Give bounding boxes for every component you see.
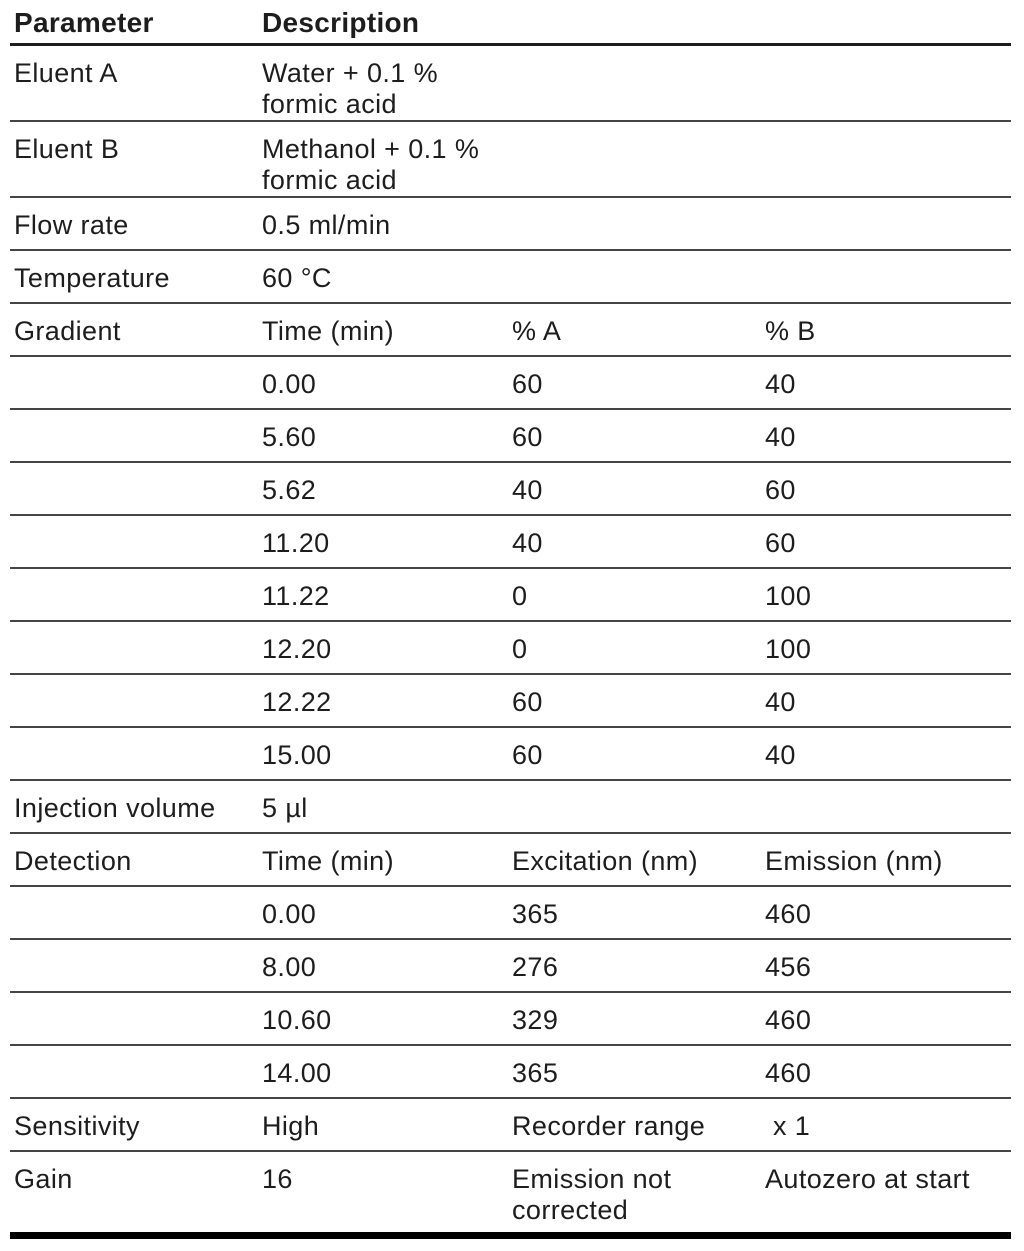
value-cell [761, 121, 1011, 197]
param-cell: Eluent B [10, 121, 258, 197]
percent-b-cell: 60 [761, 515, 1011, 568]
gradient-step-row [10, 409, 1011, 462]
param-cell: Gain [10, 1151, 258, 1236]
value-cell: 0.5 ml/min [258, 197, 508, 250]
emission-cell: 456 [761, 939, 1011, 992]
percent-a-cell: 0 [508, 621, 761, 674]
emission-cell: 460 [761, 886, 1011, 939]
value-cell: High [258, 1098, 508, 1151]
value-cell: 60 °C [258, 250, 508, 303]
row-sensitivity [10, 1098, 1011, 1151]
time-cell: 14.00 [258, 1045, 508, 1098]
percent-b-cell: 40 [761, 727, 1011, 780]
percent-a-cell: 60 [508, 356, 761, 409]
row-eluent-a [10, 44, 1011, 121]
row-gradient-header [10, 303, 1011, 356]
param-cell [10, 939, 258, 992]
percent-a-cell: 40 [508, 515, 761, 568]
method-parameters-table [10, 0, 1011, 1239]
header-empty [761, 0, 1011, 44]
gradient-step-row [10, 356, 1011, 409]
value-cell: Water + 0.1 % formic acid [258, 44, 508, 121]
time-cell: 12.20 [258, 621, 508, 674]
header-parameter: Parameter [10, 0, 258, 44]
gradient-step-row [10, 515, 1011, 568]
time-cell: 15.00 [258, 727, 508, 780]
excitation-cell: 329 [508, 992, 761, 1045]
percent-b-cell: 40 [761, 356, 1011, 409]
param-cell [10, 1045, 258, 1098]
param-cell: Eluent A [10, 44, 258, 121]
param-cell [10, 356, 258, 409]
time-cell: 10.60 [258, 992, 508, 1045]
value-cell [508, 780, 761, 833]
value-cell: Autozero at start [761, 1151, 1011, 1236]
detection-step-row [10, 939, 1011, 992]
header-empty [508, 0, 761, 44]
param-cell [10, 462, 258, 515]
time-cell: 8.00 [258, 939, 508, 992]
time-cell: 11.22 [258, 568, 508, 621]
gradient-step-row [10, 462, 1011, 515]
param-cell [10, 515, 258, 568]
value-cell [508, 121, 761, 197]
param-cell: Sensitivity [10, 1098, 258, 1151]
subheader-percent-b: % B [761, 303, 1011, 356]
percent-a-cell: 0 [508, 568, 761, 621]
param-cell [10, 992, 258, 1045]
time-cell: 11.20 [258, 515, 508, 568]
table-header-row [10, 0, 1011, 44]
percent-a-cell: 60 [508, 727, 761, 780]
param-cell [10, 568, 258, 621]
value-cell: Emission not corrected [508, 1151, 761, 1236]
percent-a-cell: 60 [508, 674, 761, 727]
param-cell: Detection [10, 833, 258, 886]
subheader-emission: Emission (nm) [761, 833, 1011, 886]
gradient-step-row [10, 727, 1011, 780]
param-cell: Temperature [10, 250, 258, 303]
time-cell: 5.60 [258, 409, 508, 462]
emission-cell: 460 [761, 992, 1011, 1045]
subheader-time: Time (min) [258, 833, 508, 886]
value-cell [508, 250, 761, 303]
time-cell: 0.00 [258, 886, 508, 939]
gradient-step-row [10, 568, 1011, 621]
value-cell [508, 44, 761, 121]
value-cell: Methanol + 0.1 % formic acid [258, 121, 508, 197]
value-cell: x 1 [761, 1098, 1011, 1151]
value-cell [761, 250, 1011, 303]
row-flow-rate [10, 197, 1011, 250]
percent-a-cell: 40 [508, 462, 761, 515]
percent-b-cell: 40 [761, 674, 1011, 727]
time-cell: 12.22 [258, 674, 508, 727]
percent-b-cell: 100 [761, 621, 1011, 674]
percent-b-cell: 40 [761, 409, 1011, 462]
detection-step-row [10, 1045, 1011, 1098]
excitation-cell: 365 [508, 1045, 761, 1098]
value-cell: Recorder range [508, 1098, 761, 1151]
param-cell: Flow rate [10, 197, 258, 250]
excitation-cell: 276 [508, 939, 761, 992]
value-cell [508, 197, 761, 250]
row-eluent-b [10, 121, 1011, 197]
detection-step-row [10, 992, 1011, 1045]
subheader-time: Time (min) [258, 303, 508, 356]
row-injection-volume [10, 780, 1011, 833]
percent-b-cell: 60 [761, 462, 1011, 515]
subheader-percent-a: % A [508, 303, 761, 356]
percent-a-cell: 60 [508, 409, 761, 462]
param-cell [10, 674, 258, 727]
param-cell [10, 886, 258, 939]
value-cell [761, 44, 1011, 121]
value-cell [761, 780, 1011, 833]
row-detection-header [10, 833, 1011, 886]
detection-step-row [10, 886, 1011, 939]
header-description: Description [258, 0, 508, 44]
gradient-step-row [10, 621, 1011, 674]
time-cell: 0.00 [258, 356, 508, 409]
value-cell: 5 µl [258, 780, 508, 833]
time-cell: 5.62 [258, 462, 508, 515]
gradient-step-row [10, 674, 1011, 727]
emission-cell: 460 [761, 1045, 1011, 1098]
row-temperature [10, 250, 1011, 303]
param-cell [10, 621, 258, 674]
row-gain [10, 1151, 1011, 1236]
subheader-excitation: Excitation (nm) [508, 833, 761, 886]
excitation-cell: 365 [508, 886, 761, 939]
value-cell: 16 [258, 1151, 508, 1236]
param-cell [10, 409, 258, 462]
percent-b-cell: 100 [761, 568, 1011, 621]
value-cell [761, 197, 1011, 250]
param-cell [10, 727, 258, 780]
param-cell: Gradient [10, 303, 258, 356]
param-cell: Injection volume [10, 780, 258, 833]
